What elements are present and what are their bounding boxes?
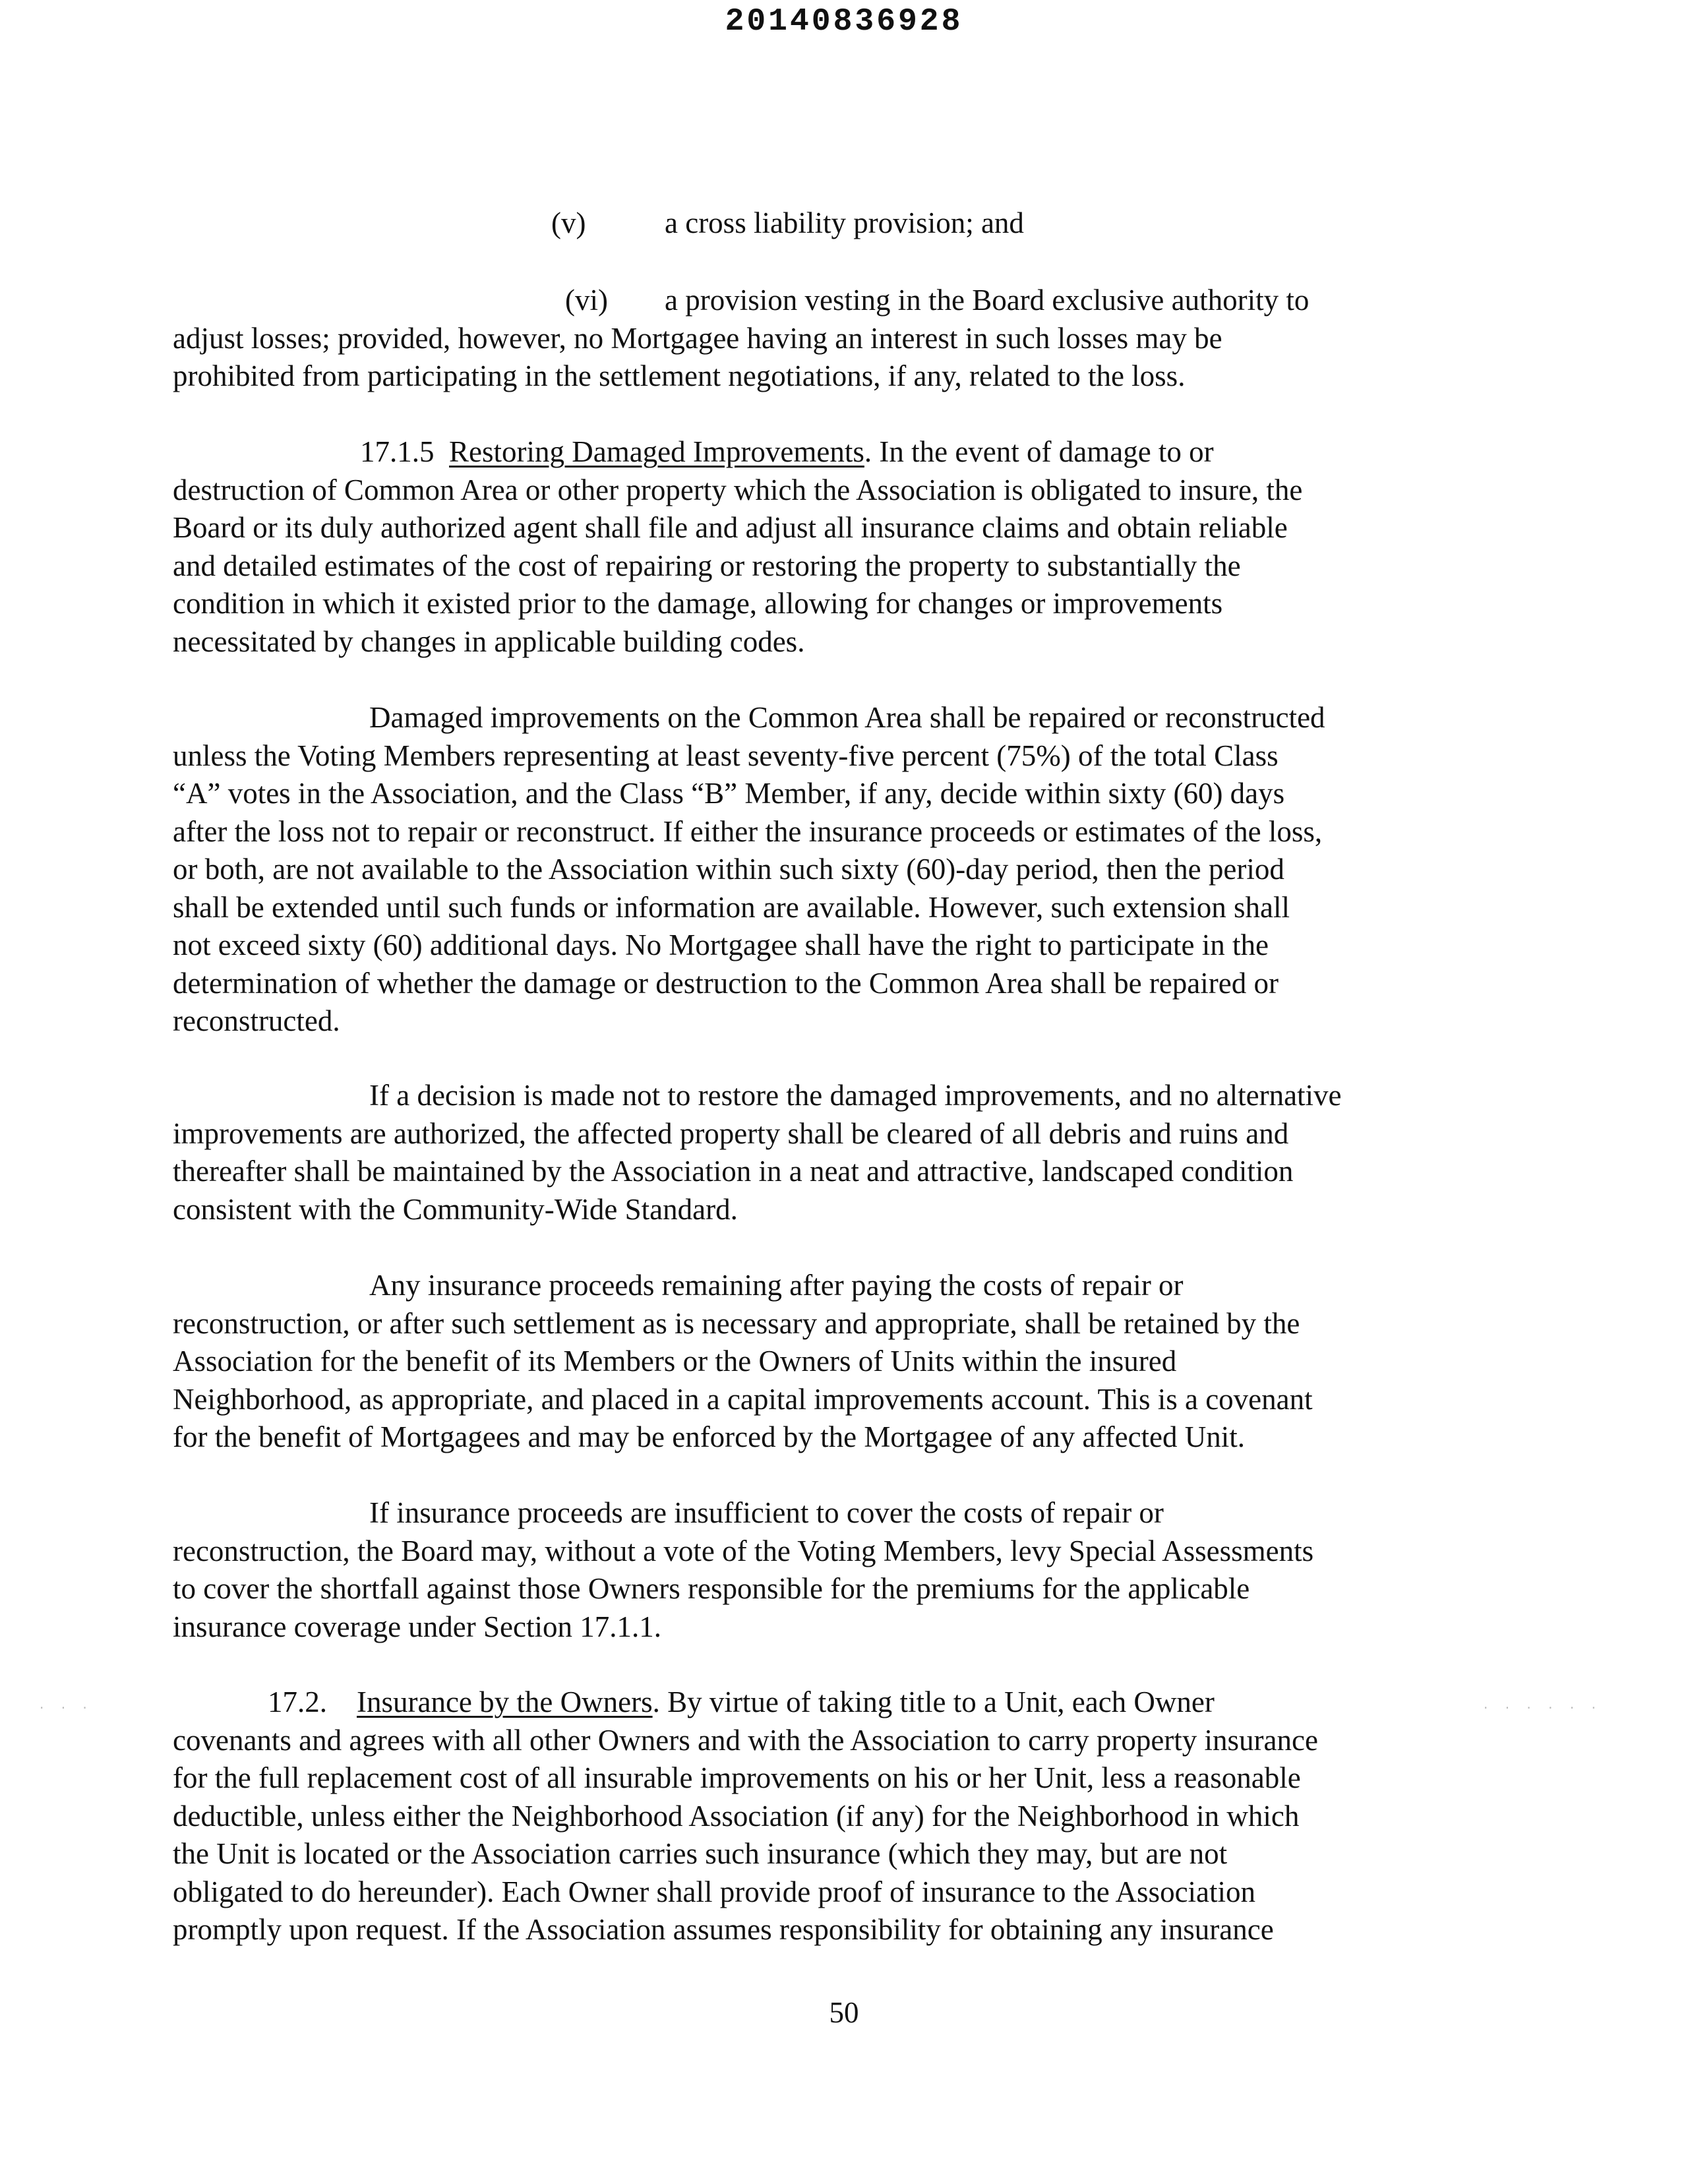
list-item-vi: [173, 282, 1459, 396]
item-line: adjust losses; provided, however, no Mortgagee having an interest in such losses may be: [173, 321, 1222, 355]
paragraph-line: reconstruction, or after such settlement as is necessary and appropriate, shall be retained by the: [173, 1306, 1300, 1340]
item-text: a cross liability provision; and: [665, 206, 1024, 239]
document-number: 20140836928: [725, 4, 963, 40]
section-line: the Unit is located or the Association carries such insurance (which they may, but are not: [173, 1837, 1228, 1870]
paragraph-insufficient-proceeds: [173, 1494, 1459, 1646]
paragraph-line: or both, are not available to the Association within such sixty (60)-day period, then the period: [173, 853, 1284, 886]
section-heading: Restoring Damaged Improvements: [449, 435, 864, 468]
section-heading: Insurance by the Owners: [357, 1685, 653, 1718]
item-marker: (v): [551, 206, 586, 239]
section-line: necessitated by changes in applicable building codes.: [173, 624, 805, 658]
scan-artifact: · · ·: [40, 1700, 94, 1716]
section-number: 17.1.5: [360, 435, 435, 468]
paragraph-line: unless the Voting Members representing at least seventy-five percent (75%) of the total Class: [173, 739, 1279, 772]
section-number: 17.2.: [268, 1685, 327, 1718]
section-line: obligated to do hereunder). Each Owner shall provide proof of insurance to the Association: [173, 1875, 1256, 1908]
paragraph-line: Damaged improvements on the Common Area shall be repaired or reconstructed: [369, 701, 1325, 734]
item-marker: (vi): [565, 284, 608, 317]
paragraph-line: shall be extended until such funds or information are available. However, such extension shall: [173, 890, 1290, 924]
section-first-line: . By virtue of taking title to a Unit, each Owner: [652, 1685, 1215, 1718]
section-17-1-5: [173, 433, 1459, 661]
paragraph-line: Any insurance proceeds remaining after paying the costs of repair or: [369, 1269, 1184, 1302]
paragraph-line: If insurance proceeds are insufficient to cover the costs of repair or: [369, 1496, 1164, 1529]
paragraph-line: reconstructed.: [173, 1004, 340, 1037]
item-line: prohibited from participating in the settlement negotiations, if any, related to the loss.: [173, 359, 1186, 392]
section-line: and detailed estimates of the cost of repairing or restoring the property to substantially the: [173, 549, 1241, 582]
paragraph-line: insurance coverage under Section 17.1.1.: [173, 1610, 661, 1643]
paragraph-decision-not-to-restore: [173, 1077, 1459, 1228]
paragraph-line: consistent with the Community-Wide Standard.: [173, 1192, 738, 1226]
scan-artifact: · · · · · ·: [1484, 1700, 1602, 1716]
section-line: deductible, unless either the Neighborhood Association (if any) for the Neighborhood in which: [173, 1799, 1300, 1833]
paragraph-remaining-proceeds: [173, 1267, 1459, 1457]
paragraph-line: for the benefit of Mortgagees and may be enforced by the Mortgagee of any affected Unit.: [173, 1420, 1246, 1453]
section-first-line: . In the event of damage to or: [864, 435, 1214, 468]
item-text: a provision vesting in the Board exclusive authority to: [665, 284, 1310, 317]
paragraph-line: after the loss not to repair or reconstruct. If either the insurance proceeds or estimates of the loss,: [173, 814, 1323, 848]
page-number: 50: [829, 1996, 859, 2029]
paragraph-line: determination of whether the damage or destruction to the Common Area shall be repaired or: [173, 966, 1279, 1000]
paragraph-line: thereafter shall be maintained by the Association in a neat and attractive, landscaped condition: [173, 1155, 1294, 1188]
section-line: for the full replacement cost of all insurable improvements on his or her Unit, less a reasonable: [173, 1761, 1301, 1794]
section-line: promptly upon request. If the Association assumes responsibility for obtaining any insurance: [173, 1913, 1274, 1946]
section-line: destruction of Common Area or other property which the Association is obligated to insure, the: [173, 473, 1303, 506]
section-line: covenants and agrees with all other Owners and with the Association to carry property insurance: [173, 1723, 1318, 1757]
paragraph-line: to cover the shortfall against those Owners responsible for the premiums for the applicable: [173, 1572, 1250, 1605]
paragraph-line: If a decision is made not to restore the damaged improvements, and no alternative: [369, 1079, 1342, 1112]
paragraph-line: reconstruction, the Board may, without a vote of the Voting Members, levy Special Assessments: [173, 1534, 1314, 1567]
paragraph-damaged-improvements: [173, 699, 1459, 1041]
paragraph-line: not exceed sixty (60) additional days. No Mortgagee shall have the right to participate in the: [173, 928, 1269, 961]
section-line: Board or its duly authorized agent shall file and adjust all insurance claims and obtain reliable: [173, 511, 1288, 544]
paragraph-line: improvements are authorized, the affected property shall be cleared of all debris and ruins and: [173, 1116, 1289, 1150]
list-item-v: [173, 204, 1459, 243]
section-line: condition in which it existed prior to the damage, allowing for changes or improvements: [173, 587, 1223, 620]
paragraph-line: Association for the benefit of its Members or the Owners of Units within the insured: [173, 1345, 1177, 1378]
section-17-2: [173, 1684, 1459, 1949]
paragraph-line: “A” votes in the Association, and the Class “B” Member, if any, decide within sixty (60) days: [173, 777, 1285, 810]
paragraph-line: Neighborhood, as appropriate, and placed in a capital improvements account. This is a covenant: [173, 1382, 1313, 1416]
